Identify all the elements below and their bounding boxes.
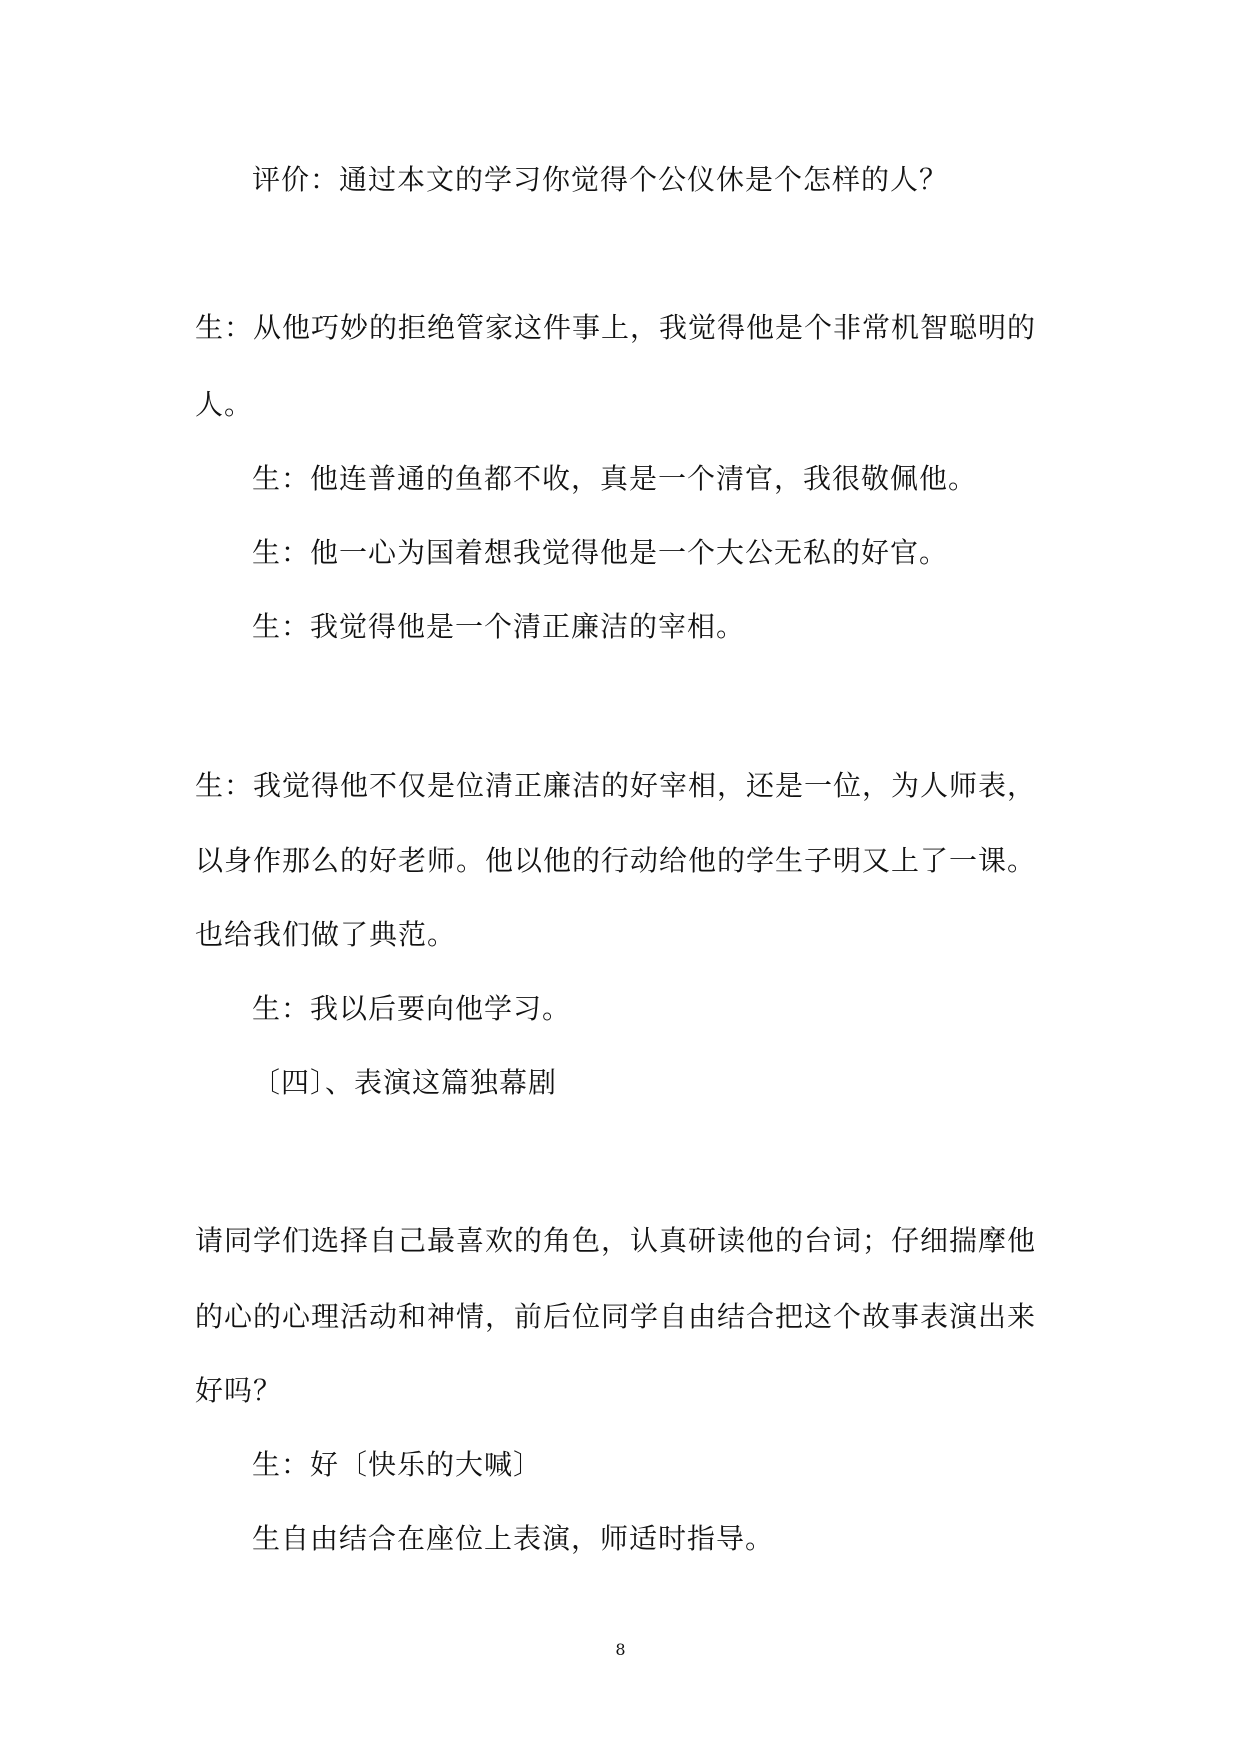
paragraph-student-answer-5-line-1: 生：我觉得他不仅是位清正廉洁的好宰相，还是一位，为人师表，: [195, 769, 1037, 802]
paragraph-student-answer-5-line-3: 也给我们做了典范。: [195, 918, 457, 951]
paragraph-instruction-line-1: 请同学们选择自己最喜欢的角色，认真研读他的台词；仔细揣摩他: [195, 1224, 1037, 1257]
paragraph-student-answer-4: 生：我觉得他是一个清正廉洁的宰相。: [252, 610, 746, 643]
paragraph-student-reply: 生：好〔快乐的大喊〕: [252, 1448, 543, 1481]
paragraph-instruction-line-2: 的心的心理活动和神情，前后位同学自由结合把这个故事表演出来: [195, 1300, 1037, 1333]
paragraph-student-answer-2: 生：他连普通的鱼都不收，真是一个清官，我很敬佩他。: [252, 462, 978, 495]
paragraph-instruction-line-3: 好吗？: [195, 1374, 283, 1407]
paragraph-performance-note: 生自由结合在座位上表演，师适时指导。: [252, 1522, 775, 1555]
paragraph-student-answer-5-line-2: 以身作那么的好老师。他以他的行动给他的学生子明又上了一课。: [195, 844, 1037, 877]
paragraph-evaluation-question: 评价：通过本文的学习你觉得个公仪休是个怎样的人？: [252, 163, 949, 196]
paragraph-student-answer-1-line-1: 生：从他巧妙的拒绝管家这件事上，我觉得他是个非常机智聪明的: [195, 311, 1037, 344]
paragraph-student-answer-6: 生：我以后要向他学习。: [252, 992, 572, 1025]
paragraph-student-answer-3: 生：他一心为国着想我觉得他是一个大公无私的好官。: [252, 536, 949, 569]
section-heading-four: 〔四〕、表演这篇独幕剧: [252, 1066, 558, 1099]
page-number: 8: [615, 1640, 626, 1659]
paragraph-student-answer-1-line-2: 人。: [195, 388, 254, 421]
